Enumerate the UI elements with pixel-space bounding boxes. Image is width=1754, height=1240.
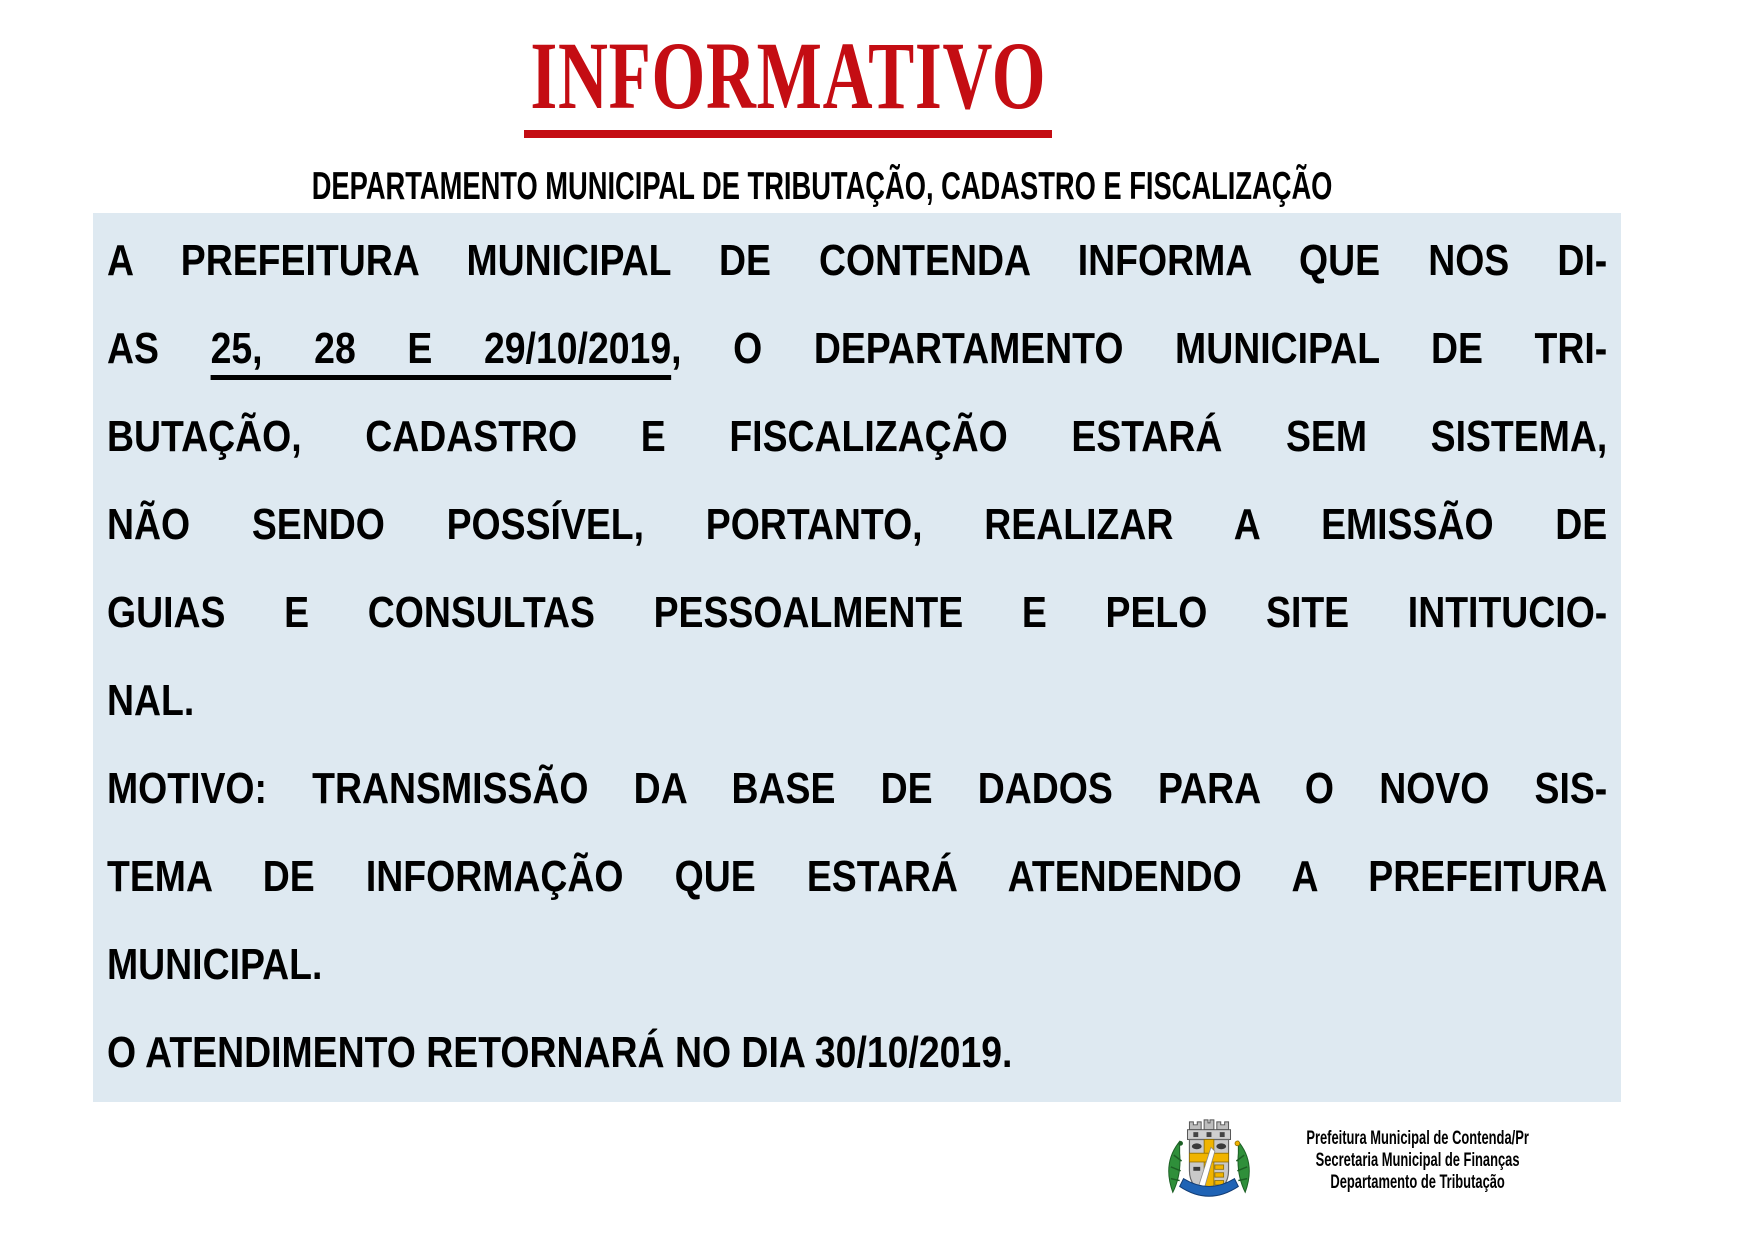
footer-org-text — [1268, 1128, 1567, 1194]
footer — [1160, 1116, 1708, 1206]
notice-line: A PREFEITURA MUNICIPAL DE CONTENDA INFORMA QUE NOS DI- — [107, 236, 1608, 285]
notice-line: TEMA DE INFORMAÇÃO QUE ESTARÁ ATENDENDO A PREFEITURA — [107, 852, 1608, 901]
notice-line: NAL. — [107, 676, 195, 725]
notice-text — [107, 217, 1607, 1097]
mural-crown — [1187, 1120, 1230, 1140]
footer-org-line: Departamento de Tributação — [1330, 1172, 1505, 1193]
notice-line: NÃO SENDO POSSÍVEL, PORTANTO, REALIZAR A EMISSÃO DE — [107, 500, 1608, 549]
text-segment: , O DEPARTAMENTO MUNICIPAL DE TRI- — [671, 324, 1608, 373]
title-underline-rule — [524, 130, 1052, 138]
page-subtitle: DEPARTAMENTO MUNICIPAL DE TRIBUTAÇÃO, CADASTRO E FISCALIZAÇÃO — [311, 165, 1333, 208]
notice-box — [93, 213, 1621, 1102]
footer-org-line: Secretaria Municipal de Finanças — [1315, 1150, 1520, 1171]
underlined-dates: 25, 28 E 29/10/2019 — [210, 324, 672, 373]
notice-line: MUNICIPAL. — [107, 940, 323, 989]
notice-line-with-dates — [107, 305, 1607, 393]
page-title: INFORMATIVO — [530, 22, 1046, 129]
header — [93, 22, 1483, 208]
notice-line: GUIAS E CONSULTAS PESSOALMENTE E PELO SITE INTITUCIO- — [107, 588, 1608, 637]
notice-line: O ATENDIMENTO RETORNARÁ NO DIA 30/10/2019. — [107, 1028, 1013, 1077]
notice-line: MOTIVO: TRANSMISSÃO DA BASE DE DADOS PARA O NOVO SIS- — [107, 764, 1608, 813]
notice-line: BUTAÇÃO, CADASTRO E FISCALIZAÇÃO ESTARÁ SEM SISTEMA, — [107, 412, 1608, 461]
footer-org-line: Prefeitura Municipal de Contenda/Pr — [1306, 1128, 1529, 1149]
coat-of-arms-logo — [1160, 1116, 1258, 1206]
text-segment: AS — [107, 324, 211, 373]
